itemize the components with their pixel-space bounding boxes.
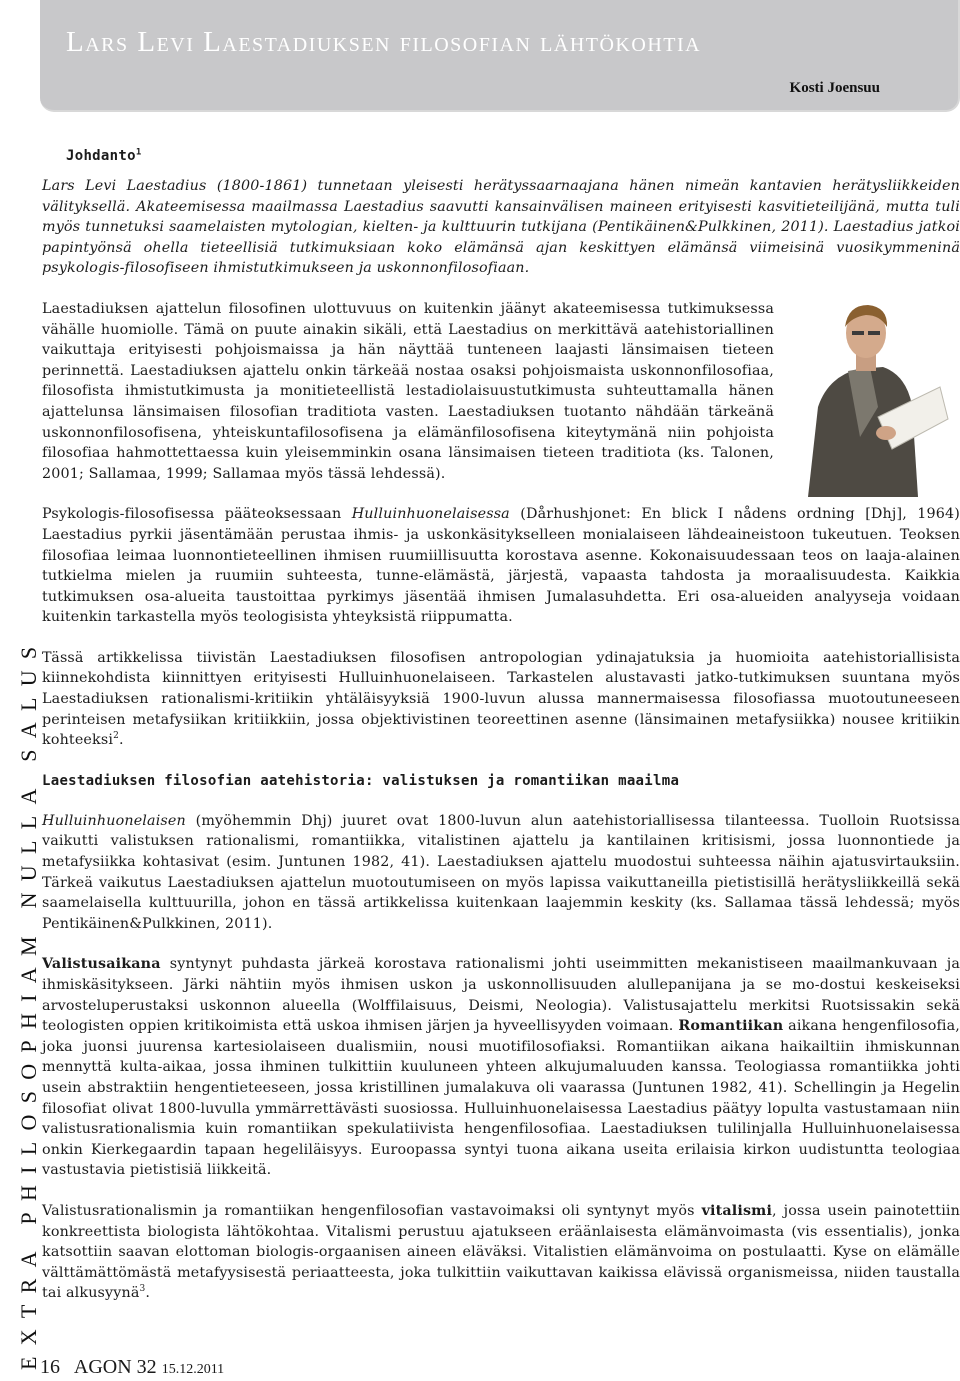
title-banner: [40, 0, 960, 112]
body-paragraph-1: Laestadiuksen ajattelun filosofinen ulottuvuus on kuitenkin jäänyt akateemisessa tutkimuksessa vähälle huomiolle. Tämä on puute ainakin sikäli, että Laestadius on merkittävä aatehistoriallinen vaikuttaja erityisesti pohjoismaissa ja hän näyttää tunteneen laajasti länsimaisen tieteen perinnettä. Laestadiuksen ajattelu onkin tärkeää nostaa osaksi pohjoismaista uskonnonfilosofiaa, filosofista ihmistutkimusta ja monitieteellistä lestadiolaisuustutkimusta suhteuttamalla hänen ajattelunsa länsimaisen filosofian traditiota vasten. Laestadiuksen tuotanto nähdään tärkeänä uskonnonfilosofisena, yhteiskuntafilosofisena ja elämänfilosofisena kiteytymänä niin pohjoista filosofiaa hahmottettaessa kuin yleisemminkin osana länsimaisen tieteen traditiota (ks. Talonen, 2001; Sallamaa, 1999; Sallamaa myös tässä lehdessä).: [42, 300, 774, 482]
footnote-mark: 1: [135, 147, 142, 158]
issue-date: 15.12.2011: [161, 1362, 225, 1377]
author-photo: [788, 287, 958, 497]
body-paragraph-5: Valistusaikana syntynyt puhdasta järkeä korostava rationalismi johti useimmitten mekanistiseen maailmankuvaan ja ihmiskäsitykseen. Järki nähtiin myös ihmisen uskon ja uskonnollisuuden alullepanijana ja se mo-dostui keskeiseksi arvosteluperustaksi uskonnon alueella (Wolffilaisuus, Deismi, Neologia). Valistusajattelu merkitsi Ruotsissakin sekä teologisten oppien kritikoimista että uskoa ihmisen järjen ja hyveellisyyden voimaan. Romantiikan aikana hengenfilosofia, joka juonsi juurensa kartesiolaiseen dualismiin, nousi muotifilosofiaksi. Romantiikan aikana haikailtiin ihmiskunnan mennyttä kulta-aikaa, jossa ihminen tulkittiin kuuluneen yhteen alkujumaluuden kanssa. Teologiassa romantiikka johti usein abstraktiin hengentieteeseen, jossa kristillinen jumalakuva oli vaarassa (Juntunen 1982, 41). Schellingin ja Hegelin filosofiat olivat 1800-luvulla ymmärrettävästi suosiossa. Hulluinhuonelaisessa Laestadius päätyy lopulta vastustamaan niin valistusrationalismia kuin romantiikan spekulatiivista hengenfilosofiaa. Laestadiuksen tulilinjalla Hulluinhuonelaisessa onkin Kierkegaardin tapaan hegeliläisyys. Euroopassa syntyi tuona aikana useita erilaisia kirkon uudistuntta teologiaa vastustavia pietistisiä liikkeitä.: [42, 956, 960, 1179]
vertical-motto: EXTRA PHILOSOPHIAM NULLA SALUS: [16, 635, 41, 1370]
section-heading: Laestadiuksen filosofian aatehistoria: valistuksen ja romantiikan maailma: [42, 772, 680, 789]
intro-heading-text: Johdanto: [66, 148, 136, 164]
footnote-mark: 3: [139, 1284, 146, 1295]
footnote-mark: 2: [113, 731, 119, 742]
term-vitalismi: vitalismi: [701, 1202, 773, 1219]
work-title: Hulluinhuonelaisessa: [351, 506, 510, 523]
article-title: Lars Levi Laestadiuksen filosofian lähtökohtia: [66, 26, 702, 58]
speaker-reading-image: [788, 287, 958, 497]
term-romantiikan: Romantiikan: [678, 1018, 784, 1035]
term-valistusaikana: Valistusaikana: [42, 956, 161, 973]
body-paragraph-3: Tässä artikkelissa tiivistän Laestadiuksen filosofisen antropologian ydinajatuksia ja huomioita aatehistoriallisista kiinnekohdista kiinnittyen erityisesti Hulluinhuonelaiseen. Tarkastelen alustavasti jatko-tutkimuksen suuntana myös Laestadiuksen rationalismi-kritiikin yhtäläisyyksiä 1900-luvun alussa mannermaisessa filosofiassa muotoutuneeseen perinteisen metafysiikan kritiikkiin, jossa objektivistinen teoreettinen asenne (länsimainen metafysiikka) nousee kritiikin kohteeksi$^2$.: [42, 649, 960, 749]
body-paragraph-2: Psykologis-filosofisessa pääteoksessaan Hulluinhuonelaisessa (Dårhushjonet: En blick I nådens ordning [Dhj], 1964) Laestadius pyrkii jäsentämään perustaa ihmis- ja uskonkäsitykselleen monialaiseen lähdeaineistoon tukeutuen. Teoksen filosofiaa leimaa luonnontieteellinen ihmisen ruumiillisuutta korostava asenne. Kokonaisuudessaan teos on laaja-alainen tutkielma mielen ja ruumiin suhteesta, tunne-elämästä, järjestä, vapaasta tahdosta ja moraalisuudesta. Kaikkia tutkimuksen osa-alueita taustoittaa pyrkimys jäsentää ihmisen Jumalasuhdetta. Eri osa-alueiden analyyseja voidaan kuitenkin tarkastella myös teologisista yhteyksistä riippumatta.: [42, 506, 960, 626]
author-name: Kosti Joensuu: [789, 80, 880, 96]
journal-name: AGON 32: [73, 1356, 157, 1378]
work-title: Hulluinhuonelaisen: [42, 812, 186, 829]
body-paragraph-6: Valistusrationalismin ja romantiikan hengenfilosofian vastavoimaksi oli syntynyt myös vitalismi, jossa usein painotettiin konkreettista biologista lähtökohtaa. Vitalismi perustuu ajatukseen eräänlaisesta elämänvoimasta (vis essentialis), jonka katsottiin saavan elottoman biologis-orgaanisen aineen eläväksi. Vitalistien elämänvoima on postulaatti. Kyse on elämälle välttämättömästä metafyysisestä periaatteesta, joka tulkittiin vaikuttavan kaikissa elävissä organismeissa, niiden taustalla tai alkusyynä$^3$.: [42, 1202, 960, 1302]
page-footer: [40, 1356, 224, 1379]
article-body: [42, 146, 960, 1304]
intro-section: [42, 146, 960, 279]
intro-heading: [66, 146, 960, 166]
body-paragraph-4: Hulluinhuonelaisen (myöhemmin Dhj) juuret ovat 1800-luvun alun aatehistoriallisessa tilanteessa. Tuolloin Ruotsissa vaikutti valistuksen rationalismi, romantiikka, vitalistinen ajattelu ja kantilainen kritisismi, jossa luonnontiede ja metafysiikka kohtasivat (esim. Juntunen 1982, 41). Laestadiuksen ajattelu muodostui suhteessa näihin ajatusvirtauksiin. Tärkeä vaikutus Laestadiuksen ajattelun muotoutumiseen on myös lapissa vaikuttaneilla pietistisillä herätysliikkeillä sekä saamelaisella kulttuurilla, johon en tässä artikkelissa kuitenkaan laajemmin keskity (ks. Sallamaa tässä lehdessä; myös Pentikäinen&Pulkkinen, 2011).: [42, 812, 960, 932]
page-number: 16: [40, 1356, 60, 1378]
intro-paragraph: Lars Levi Laestadius (1800-1861) tunnetaan yleisesti herätyssaarnaajana hänen nimeän kantavien herätysliikkeiden välityksellä. Akateemisessa maailmassa Laestadius saavutti kansainvälisen maineen erityisesti kasvitieteilijänä, mutta tuli myös tunnetuksi saamelaisten mytologian, kielten- ja kulttuurin tutkijana (Pentikäinen&Pulkkinen, 2011). Laestadius jatkoi papintyönsä ohella tieteellisiä tutkimuksiaan koko elämänsä ajan keskittyen elämänsä viimeisinä vuosikymmeninä psykologis-filosofiseen ihmistutkimukseen ja uskonnonfilosofiaan.: [42, 178, 960, 277]
